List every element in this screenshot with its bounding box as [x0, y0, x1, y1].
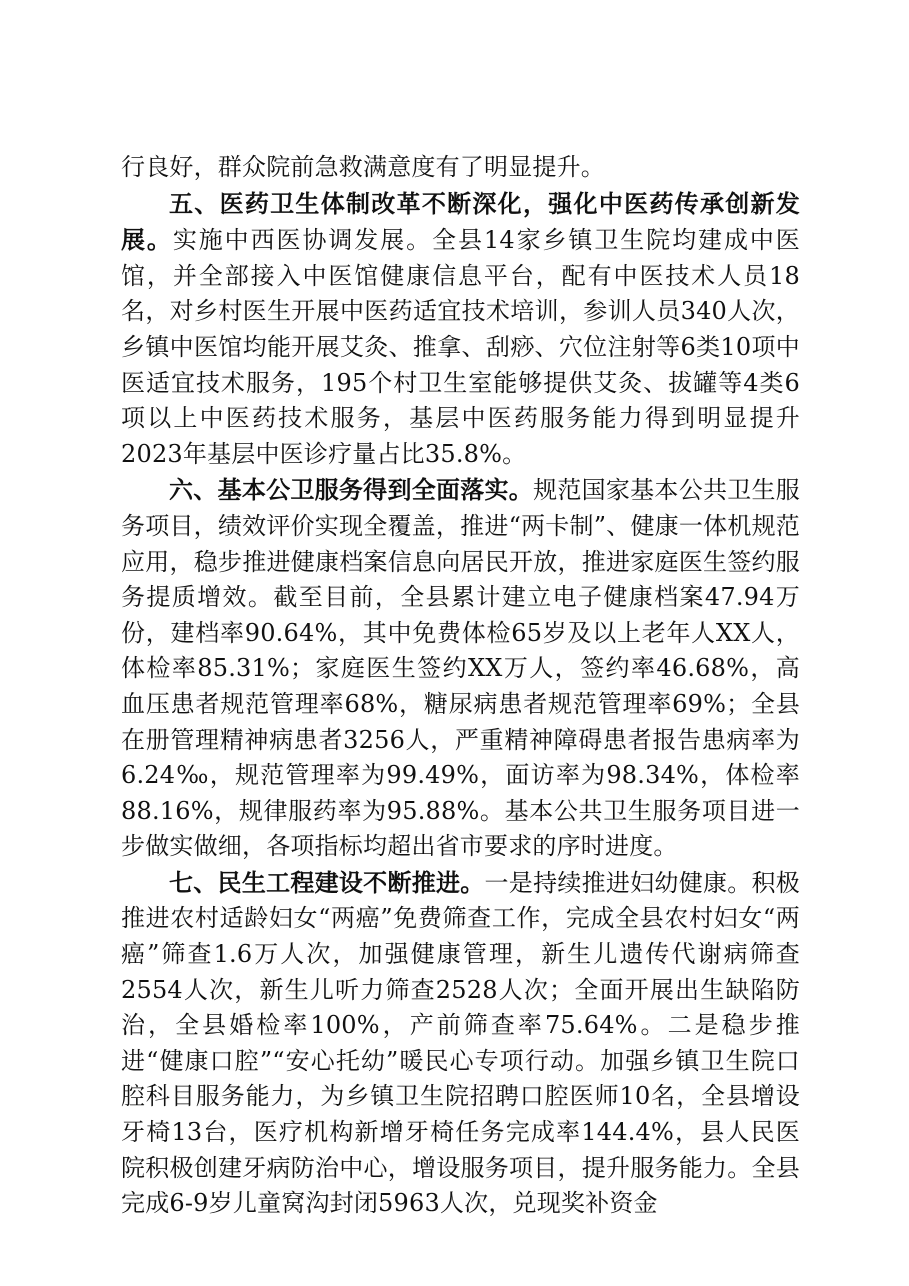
section-heading: 七、民生工程建设不断推进。: [169, 867, 485, 897]
paragraph-text: 行良好，群众院前急救满意度有了明显提升。: [121, 153, 605, 181]
section-heading: 六、基本公卫服务得到全面落实。: [169, 475, 534, 505]
paragraph-continuation: [121, 150, 800, 186]
paragraph-text: 实施中西医协调发展。全县14家乡镇卫生院均建成中医馆，并全部接入中医馆健康信息平台，配有中医技术人员18名，对乡村医生开展中医药适宜技术培训，参训人员340人次，乡镇中医馆均能开展艾灸、推拿、刮痧、穴位注射等6类10项中医适宜技术服务，195个村卫生室能够提供艾灸、拔罐等4类6项以上中医药技术服务，基层中医药服务能力得到明显提升2023年基层中医诊疗量占比35.8%。: [121, 226, 800, 468]
paragraph-section-7: [121, 865, 800, 1222]
document-body: [121, 150, 800, 1222]
paragraph-section-6: [121, 472, 800, 865]
section-heading: 五、医药卫生体制改革不断深化，强化中医药传承创新发展。: [121, 188, 800, 255]
paragraph-text: 规范国家基本公共卫生服务项目，绩效评价实现全覆盖，推进“两卡制”、健康一体机规范应用，稳步推进健康档案信息向居民开放，推进家庭医生签约服务提质增效。截至目前，全县累计建立电子健康档案47.94万份，建档率90.64%，其中免费体检65岁及以上老年人XX人，体检率85.31%；家庭医生签约XX万人，签约率46.68%，高血压患者规范管理率68%，糖尿病患者规范管理率69%；全县在册管理精神病患者3256人，严重精神障碍患者报告患病率为6.24‰，规范管理率为99.49%，面访率为98.34%，体检率88.16%，规律服药率为95.88%。基本公共卫生服务项目进一步做实做细，各项指标均超出省市要求的序时进度。: [121, 476, 800, 861]
paragraph-section-5: [121, 186, 800, 473]
paragraph-text: 一是持续推进妇幼健康。积极推进农村适龄妇女“两癌”免费筛查工作，完成全县农村妇女“两癌”筛查1.6万人次，加强健康管理，新生儿遗传代谢病筛查2554人次，新生儿听力筛查2528人次；全面开展出生缺陷防治，全县婚检率100%，产前筛查率75.64%。二是稳步推进“健康口腔”“安心托幼”暖民心专项行动。加强乡镇卫生院口腔科目服务能力，为乡镇卫生院招聘口腔医师10名，全县增设牙椅13台，医疗机构新增牙椅任务完成率144.4%，县人民医院积极创建牙病防治中心，增设服务项目，提升服务能力。全县完成6-9岁儿童窝沟封闭5963人次，兑现奖补资金: [121, 868, 800, 1218]
